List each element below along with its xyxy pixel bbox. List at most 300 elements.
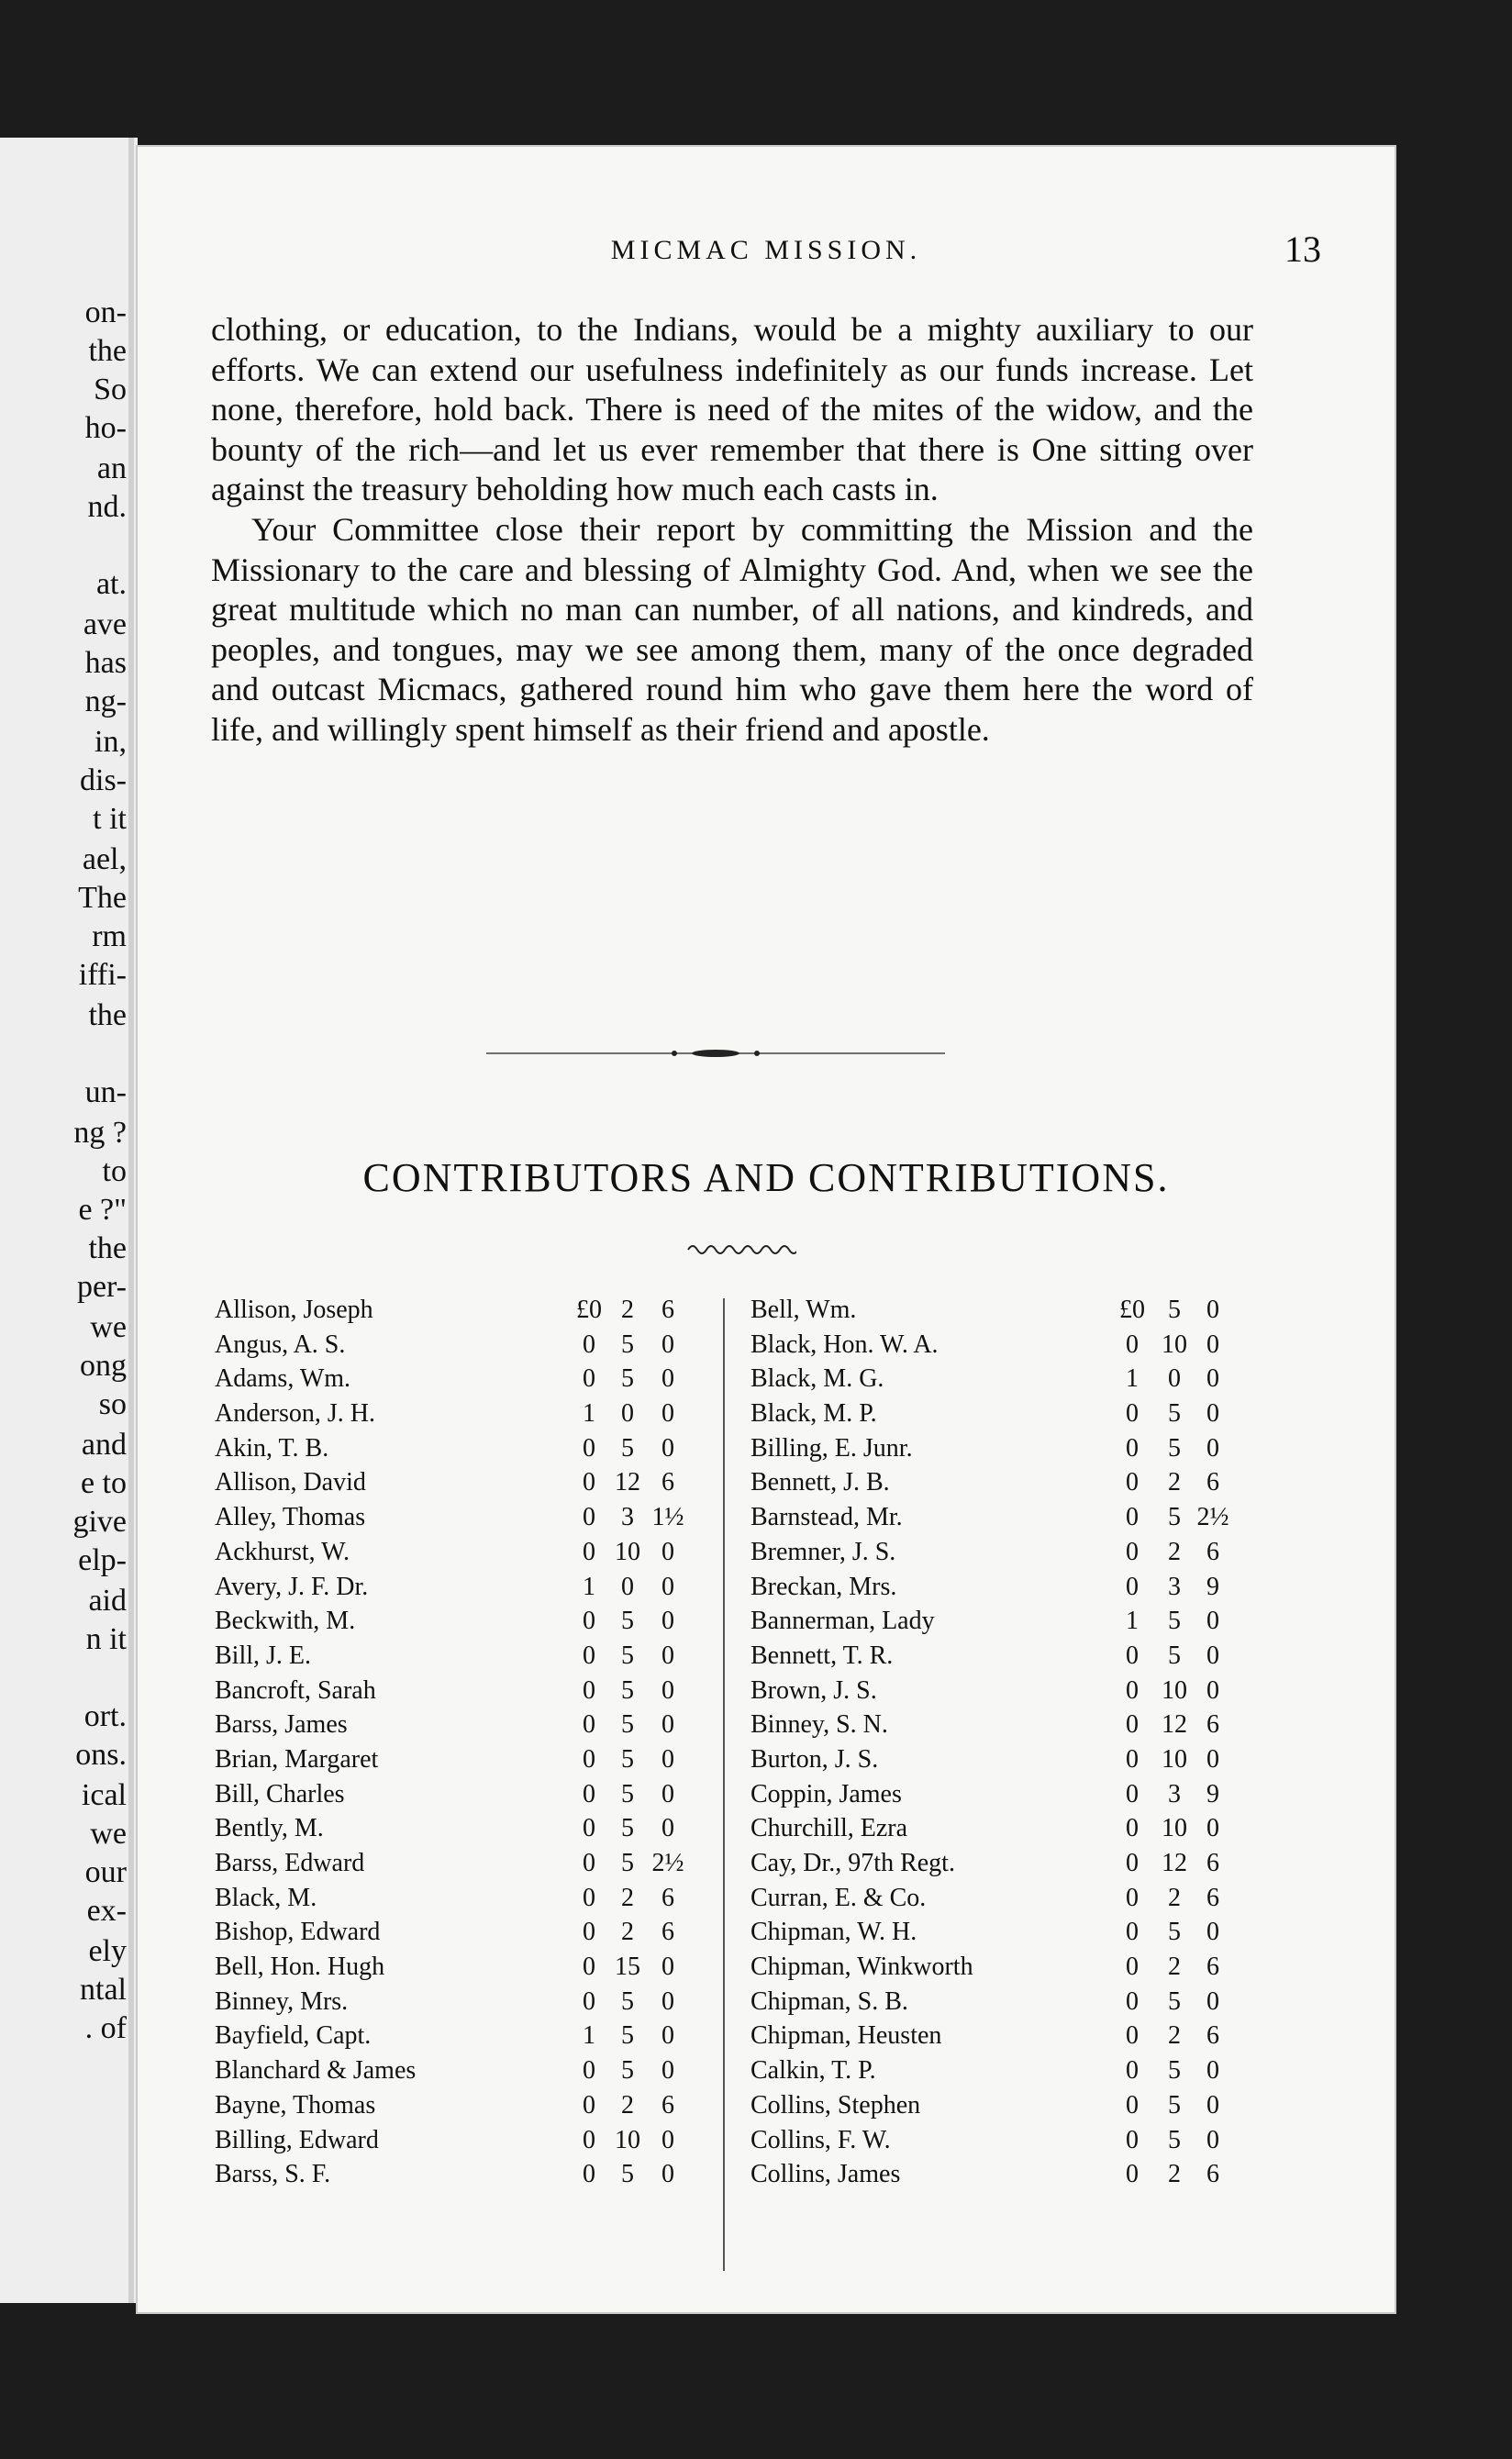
pence-amount: 6 — [662, 1296, 674, 1324]
left-page-text-fragment: an — [96, 451, 127, 485]
page — [138, 147, 1395, 2312]
left-page-text-fragment: ho- — [84, 411, 127, 445]
contribution-row — [215, 1468, 719, 1503]
shillings-amount: 5 — [1168, 2090, 1181, 2120]
pence-amount: 6 — [662, 2090, 674, 2120]
shillings-amount: 2 — [621, 1296, 634, 1324]
pence-amount: 0 — [1206, 1814, 1219, 1843]
paragraph: Your Committee close their report by committing the Mission and the Missionary to the care and blessing of Almighty God. And, when we see the great multitude which no man can number, of all nations, and kindreds, and peoples, and tongues, may we see among them, many of the once degraded and outcast Micmacs, gathered round him who gave them here the word of life, and willingly spent himself as their friend and apostle. — [211, 510, 1253, 748]
left-page-text-fragment: The — [78, 881, 127, 915]
left-page-text-fragment: ave — [83, 607, 127, 641]
pence-amount: 0 — [662, 1641, 674, 1670]
contribution-row — [750, 1745, 1264, 1780]
pounds-amount: 0 — [583, 1503, 595, 1532]
left-page-text-fragment: ntal — [80, 1973, 127, 2007]
pence-amount: 0 — [662, 1607, 674, 1636]
shillings-amount: 12 — [1162, 1849, 1187, 1877]
pounds-amount: 0 — [1126, 1744, 1139, 1774]
left-page-text-fragment: and — [81, 1428, 127, 1462]
pounds-amount: 0 — [1126, 1675, 1139, 1705]
contributor-name: Black, M. — [215, 1883, 317, 1912]
contribution-row — [750, 1468, 1264, 1503]
contribution-row — [750, 1987, 1264, 2022]
contribution-row — [750, 1849, 1264, 1884]
shillings-amount: 2 — [621, 2090, 634, 2120]
left-page-text-fragment: e to — [80, 1466, 127, 1500]
left-page-text-fragment: rm — [92, 919, 127, 953]
contribution-row — [215, 1434, 719, 1469]
pence-amount: 0 — [662, 1537, 674, 1566]
shillings-amount: 5 — [621, 1364, 634, 1394]
pence-amount: 0 — [662, 1433, 674, 1463]
pounds-amount: 0 — [1126, 2125, 1139, 2154]
contribution-row — [750, 1607, 1264, 1641]
contribution-row — [215, 2091, 719, 2126]
shillings-amount: 5 — [621, 1433, 634, 1463]
contributor-name: Churchill, Ezra — [750, 1814, 908, 1843]
contribution-row — [215, 1641, 719, 1676]
contributor-name: Allison, David — [215, 1468, 366, 1497]
left-page-text-fragment: has — [84, 646, 127, 680]
contribution-row — [750, 1434, 1264, 1469]
contributor-name: Avery, J. F. Dr. — [215, 1572, 369, 1601]
shillings-amount: 5 — [1168, 2125, 1181, 2154]
shillings-amount: 10 — [1162, 1330, 1187, 1359]
left-page-text-fragment: iffi- — [78, 958, 127, 992]
contribution-row — [750, 2091, 1264, 2126]
shillings-amount: 15 — [615, 1953, 640, 1982]
contributor-name: Bennett, J. B. — [750, 1468, 890, 1497]
pence-amount: 0 — [1206, 1364, 1219, 1394]
pounds-amount: 0 — [1126, 1468, 1139, 1497]
left-page-text-fragment: . of — [84, 2011, 127, 2045]
pence-amount: 0 — [662, 2125, 674, 2154]
shillings-amount: 3 — [1168, 1572, 1181, 1601]
left-page-text-fragment: e ?" — [78, 1193, 127, 1227]
left-page-text-fragment: elp- — [78, 1543, 127, 1577]
contributor-name: Burton, J. S. — [750, 1744, 879, 1774]
left-page-text-fragment: per- — [76, 1270, 127, 1304]
shillings-amount: 0 — [1168, 1364, 1181, 1394]
contribution-row — [215, 1745, 719, 1780]
shillings-amount: 5 — [621, 2021, 634, 2051]
shillings-amount: 2 — [1168, 1537, 1181, 1566]
pounds-amount: 0 — [1126, 1953, 1139, 1982]
pence-amount: 0 — [662, 1364, 674, 1394]
pounds-amount: 0 — [1126, 1572, 1139, 1601]
pence-amount: 6 — [1206, 1710, 1219, 1740]
contributor-name: Collins, Stephen — [750, 2090, 921, 2120]
ornament-rule — [486, 1044, 945, 1063]
gutter — [128, 138, 134, 2303]
left-page-text-fragment: t it — [93, 802, 127, 836]
shillings-amount: 5 — [1168, 1503, 1181, 1532]
pounds-amount: 0 — [1126, 1710, 1139, 1740]
pence-amount: 0 — [662, 1953, 674, 1982]
shillings-amount: 10 — [1162, 1744, 1187, 1774]
pounds-amount: 1 — [583, 2021, 595, 2051]
left-page-text-fragment: on- — [84, 295, 127, 329]
pence-amount: 0 — [1206, 1641, 1219, 1670]
pounds-amount: 0 — [583, 1468, 595, 1497]
pounds-amount: 0 — [583, 1883, 595, 1912]
pounds-amount: 0 — [1126, 1849, 1139, 1877]
left-page-text-fragment: ons. — [75, 1738, 127, 1772]
left-page-text-fragment: ng- — [84, 684, 127, 718]
contributor-name: Adams, Wm. — [215, 1364, 351, 1394]
column-divider — [723, 1298, 725, 2271]
pounds-amount: 0 — [583, 1918, 595, 1947]
shillings-amount: 2 — [1168, 2021, 1181, 2051]
shillings-amount: 2 — [1168, 1883, 1181, 1912]
shillings-amount: 5 — [621, 1607, 634, 1636]
pounds-amount: 0 — [1126, 1883, 1139, 1912]
pounds-amount: 1 — [583, 1572, 595, 1601]
contribution-row — [215, 1573, 719, 1608]
contributors-left-column — [215, 1296, 719, 2195]
contributor-name: Barnstead, Mr. — [750, 1503, 903, 1532]
shillings-amount: 5 — [1168, 1433, 1181, 1463]
pence-amount: 0 — [662, 1986, 674, 2016]
contributor-name: Allison, Joseph — [215, 1296, 373, 1324]
pounds-amount: 0 — [583, 1607, 595, 1636]
pounds-amount: £0 — [1119, 1296, 1145, 1324]
pence-amount: 0 — [662, 2021, 674, 2051]
pence-amount: 6 — [662, 1918, 674, 1947]
pounds-amount: 0 — [583, 1849, 595, 1877]
shillings-amount: 0 — [621, 1572, 634, 1601]
contributor-name: Beckwith, M. — [215, 1607, 356, 1636]
pence-amount: 0 — [662, 2160, 674, 2189]
contributor-name: Bell, Hon. Hugh — [215, 1953, 385, 1982]
pounds-amount: 0 — [1126, 1537, 1139, 1566]
contributor-name: Billing, E. Junr. — [750, 1433, 913, 1463]
shillings-amount: 5 — [621, 1744, 634, 1774]
left-page-text-fragment: ex- — [86, 1894, 127, 1928]
pounds-amount: 0 — [583, 1641, 595, 1670]
pence-amount: 6 — [1206, 1537, 1219, 1566]
contribution-row — [750, 1780, 1264, 1815]
pounds-amount: 0 — [1126, 1641, 1139, 1670]
shillings-amount: 10 — [1162, 1814, 1187, 1843]
contribution-row — [215, 1987, 719, 2022]
shillings-amount: 2 — [1168, 1953, 1181, 1982]
contributor-name: Bancroft, Sarah — [215, 1675, 376, 1705]
left-page-text-fragment: at. — [95, 567, 127, 601]
left-page-text-fragment: the — [88, 1231, 127, 1265]
pence-amount: 0 — [1206, 1986, 1219, 2016]
contributor-name: Binney, S. N. — [750, 1710, 888, 1740]
shillings-amount: 5 — [1168, 2056, 1181, 2086]
section-title: CONTRIBUTORS AND CONTRIBUTIONS. — [362, 1155, 1170, 1200]
contribution-row — [215, 1918, 719, 1953]
left-page-text-fragment: ical — [81, 1778, 127, 1812]
pounds-amount: 0 — [1126, 1986, 1139, 2016]
shillings-amount: 5 — [621, 2160, 634, 2189]
contribution-row — [750, 1676, 1264, 1711]
contributor-name: Bill, J. E. — [215, 1641, 312, 1670]
contributor-name: Bell, Wm. — [750, 1296, 857, 1324]
pence-amount: 0 — [1206, 1918, 1219, 1947]
contributor-name: Chipman, W. H. — [750, 1918, 917, 1947]
left-page-text-fragment: give — [72, 1505, 127, 1539]
pounds-amount: 0 — [583, 1710, 595, 1740]
contributor-name: Bill, Charles — [215, 1779, 345, 1808]
pounds-amount: 0 — [583, 1744, 595, 1774]
pence-amount: 9 — [1206, 1572, 1219, 1601]
shillings-amount: 2 — [621, 1918, 634, 1947]
contributor-name: Alley, Thomas — [215, 1503, 366, 1532]
contribution-row — [215, 2021, 719, 2056]
left-page-text-fragment: the — [88, 998, 127, 1032]
pence-amount: 0 — [1206, 1399, 1219, 1429]
contribution-row — [750, 1918, 1264, 1953]
shillings-amount: 12 — [1162, 1710, 1187, 1740]
pence-amount: 6 — [662, 1468, 674, 1497]
pence-amount: 0 — [1206, 1330, 1219, 1359]
contributor-name: Anderson, J. H. — [215, 1399, 375, 1429]
shillings-amount: 0 — [621, 1399, 634, 1429]
shillings-amount: 5 — [1168, 1641, 1181, 1670]
shillings-amount: 10 — [1162, 1675, 1187, 1705]
pounds-amount: 0 — [583, 1675, 595, 1705]
pence-amount: 0 — [662, 1572, 674, 1601]
pence-amount: 2½ — [1196, 1503, 1229, 1532]
contributor-name: Bishop, Edward — [215, 1918, 381, 1947]
pence-amount: 6 — [1206, 1953, 1219, 1982]
contribution-row — [215, 1364, 719, 1399]
left-page-text-fragment: dis- — [80, 763, 127, 797]
contributor-name: Bremner, J. S. — [750, 1537, 896, 1566]
contribution-row — [215, 1710, 719, 1745]
contribution-row — [750, 1953, 1264, 1987]
contribution-row — [215, 1607, 719, 1641]
pounds-amount: 0 — [583, 2125, 595, 2154]
pence-amount: 0 — [662, 2056, 674, 2086]
pounds-amount: 0 — [583, 1986, 595, 2016]
contribution-row — [750, 1710, 1264, 1745]
left-page-text-fragment: un- — [84, 1075, 127, 1109]
contributor-name: Ackhurst, W. — [215, 1537, 350, 1566]
contribution-row — [750, 2056, 1264, 2091]
contributor-name: Black, M. P. — [750, 1399, 877, 1429]
left-page-text-fragment: ng ? — [73, 1116, 127, 1150]
pounds-amount: 0 — [583, 1814, 595, 1843]
contribution-row — [750, 1364, 1264, 1399]
left-page-text-fragment: nd. — [87, 490, 127, 524]
pounds-amount: 0 — [1126, 1814, 1139, 1843]
shillings-amount: 2 — [1168, 1468, 1181, 1497]
contributors-right-column — [750, 1296, 1264, 2195]
pence-amount: 0 — [662, 1710, 674, 1740]
shillings-amount: 5 — [1168, 1918, 1181, 1947]
contributor-name: Chipman, Heusten — [750, 2021, 942, 2051]
pence-amount: 2½ — [651, 1849, 684, 1877]
pounds-amount: 0 — [583, 1364, 595, 1394]
pounds-amount: 0 — [1126, 1503, 1139, 1532]
left-page-text-fragment: ael, — [82, 842, 127, 876]
left-page-text-fragment: so — [98, 1387, 127, 1421]
pence-amount: 6 — [1206, 1468, 1219, 1497]
contributor-name: Binney, Mrs. — [215, 1986, 349, 2016]
pence-amount: 0 — [662, 1330, 674, 1359]
shillings-amount: 2 — [621, 1883, 634, 1912]
shillings-amount: 5 — [1168, 1399, 1181, 1429]
pounds-amount: 0 — [1126, 2021, 1139, 2051]
left-page-text-fragment: to — [102, 1154, 127, 1188]
pence-amount: 6 — [1206, 1883, 1219, 1912]
contributor-name: Black, Hon. W. A. — [750, 1330, 939, 1359]
contribution-row — [215, 1780, 719, 1815]
contribution-row — [215, 1814, 719, 1849]
contribution-row — [215, 1503, 719, 1538]
shillings-amount: 5 — [621, 1641, 634, 1670]
left-page-text-fragment: we — [90, 1310, 127, 1344]
pounds-amount: 1 — [1126, 1607, 1139, 1636]
pounds-amount: £0 — [576, 1296, 602, 1324]
pounds-amount: 1 — [1126, 1364, 1139, 1394]
contribution-row — [215, 1538, 719, 1573]
contributor-name: Brown, J. S. — [750, 1675, 877, 1705]
contribution-row — [215, 1399, 719, 1434]
contributor-name: Angus, A. S. — [215, 1330, 346, 1359]
contributor-name: Bannerman, Lady — [750, 1607, 935, 1636]
contributor-name: Billing, Edward — [215, 2125, 379, 2154]
contributor-name: Bayne, Thomas — [215, 2090, 376, 2120]
contribution-row — [750, 1814, 1264, 1849]
left-page-text-fragment: ong — [80, 1349, 127, 1383]
contributor-name: Akin, T. B. — [215, 1433, 329, 1463]
contributor-name: Curran, E. & Co. — [750, 1883, 927, 1912]
contribution-row — [750, 1641, 1264, 1676]
paragraph: clothing, or education, to the Indians, would be a mighty auxiliary to our efforts. We can extend our usefulness indefinitely as our funds increase. Let none, therefore, hold back. There is need of the mites of the widow, and the bounty of the rich—and let us ever remember that there is One sitting over against the treasury beholding how much each casts in. — [211, 311, 1253, 508]
pence-amount: 0 — [662, 1744, 674, 1774]
left-page-text-fragment: n it — [85, 1622, 127, 1656]
shillings-amount: 5 — [621, 1675, 634, 1705]
shillings-amount: 10 — [615, 2125, 640, 2154]
pence-amount: 1½ — [651, 1503, 684, 1532]
pence-amount: 0 — [1206, 1675, 1219, 1705]
shillings-amount: 5 — [621, 1814, 634, 1843]
shillings-amount: 2 — [1168, 2160, 1181, 2189]
shillings-amount: 5 — [621, 1330, 634, 1359]
contributor-name: Bayfield, Capt. — [215, 2021, 372, 2051]
contributor-name: Bently, M. — [215, 1814, 324, 1843]
left-page-text-fragment: ely — [88, 1934, 127, 1968]
pounds-amount: 0 — [583, 1779, 595, 1808]
pounds-amount: 0 — [583, 2056, 595, 2086]
pence-amount: 0 — [1206, 2056, 1219, 2086]
page-number: 13 — [1284, 228, 1321, 270]
left-page-text-fragment: the — [88, 334, 127, 368]
contributor-name: Barss, James — [215, 1710, 348, 1740]
shillings-amount: 5 — [621, 1710, 634, 1740]
contributor-name: Bennett, T. R. — [750, 1641, 894, 1670]
contribution-row — [750, 1538, 1264, 1573]
contribution-row — [750, 2160, 1264, 2195]
pence-amount: 0 — [1206, 1296, 1219, 1324]
contribution-row — [750, 1330, 1264, 1365]
pounds-amount: 0 — [583, 2160, 595, 2189]
contribution-row — [750, 1573, 1264, 1608]
left-page-text-fragment: ort. — [83, 1699, 127, 1733]
shillings-amount: 3 — [621, 1503, 634, 1532]
pence-amount: 0 — [662, 1814, 674, 1843]
contributor-name: Chipman, Winkworth — [750, 1953, 973, 1982]
contributor-name: Black, M. G. — [750, 1364, 884, 1394]
contribution-row — [215, 2056, 719, 2091]
shillings-amount: 5 — [621, 1779, 634, 1808]
pounds-amount: 1 — [583, 1399, 595, 1429]
pence-amount: 6 — [1206, 2021, 1219, 2051]
pence-amount: 0 — [662, 1399, 674, 1429]
pounds-amount: 0 — [583, 2090, 595, 2120]
left-page-text-fragment: our — [84, 1855, 127, 1889]
squiggle-ornament — [686, 1239, 796, 1257]
pounds-amount: 0 — [1126, 1779, 1139, 1808]
pence-amount: 0 — [662, 1779, 674, 1808]
contributor-name: Breckan, Mrs. — [750, 1572, 897, 1601]
pounds-amount: 0 — [583, 1537, 595, 1566]
left-page-text-fragment: aid — [88, 1584, 127, 1618]
shillings-amount: 3 — [1168, 1779, 1181, 1808]
pounds-amount: 0 — [583, 1953, 595, 1982]
pence-amount: 0 — [1206, 1607, 1219, 1636]
contributor-name: Cay, Dr., 97th Regt. — [750, 1849, 955, 1877]
left-page-text-fragment: we — [90, 1817, 127, 1851]
contributor-name: Barss, Edward — [215, 1849, 365, 1877]
pounds-amount: 0 — [1126, 2090, 1139, 2120]
contribution-row — [215, 1849, 719, 1884]
shillings-amount: 10 — [615, 1537, 640, 1566]
shillings-amount: 5 — [621, 2056, 634, 2086]
contributor-name: Collins, James — [750, 2160, 901, 2189]
shillings-amount: 5 — [621, 1849, 634, 1877]
shillings-amount: 5 — [621, 1986, 634, 2016]
pounds-amount: 0 — [583, 1433, 595, 1463]
shillings-amount: 5 — [1168, 1607, 1181, 1636]
shillings-amount: 5 — [1168, 1296, 1181, 1324]
contribution-row — [750, 2126, 1264, 2161]
pence-amount: 6 — [1206, 2160, 1219, 2189]
contributor-name: Collins, F. W. — [750, 2125, 891, 2154]
pence-amount: 6 — [662, 1883, 674, 1912]
running-title: MICMAC MISSION. — [610, 235, 922, 265]
pence-amount: 6 — [1206, 1849, 1219, 1877]
contribution-row — [750, 1884, 1264, 1919]
left-page-text-fragment: in, — [94, 725, 127, 759]
contributor-name: Chipman, S. B. — [750, 1986, 908, 2016]
pence-amount: 0 — [1206, 2125, 1219, 2154]
pounds-amount: 0 — [1126, 1399, 1139, 1429]
pounds-amount: 0 — [1126, 1433, 1139, 1463]
contribution-row — [750, 2021, 1264, 2056]
contributor-name: Calkin, T. P. — [750, 2056, 876, 2086]
contribution-row — [750, 1503, 1264, 1538]
contribution-row — [215, 1330, 719, 1365]
contribution-row — [750, 1296, 1264, 1330]
pence-amount: 9 — [1206, 1779, 1219, 1808]
pounds-amount: 0 — [1126, 2160, 1139, 2189]
contribution-row — [215, 2126, 719, 2161]
pounds-amount: 0 — [1126, 1918, 1139, 1947]
contributor-name: Blanchard & James — [215, 2056, 417, 2086]
pounds-amount: 0 — [1126, 1330, 1139, 1359]
contribution-row — [750, 1399, 1264, 1434]
shillings-amount: 12 — [615, 1468, 640, 1497]
contributor-name: Barss, S. F. — [215, 2160, 331, 2189]
left-page-text-fragment: So — [94, 373, 127, 406]
